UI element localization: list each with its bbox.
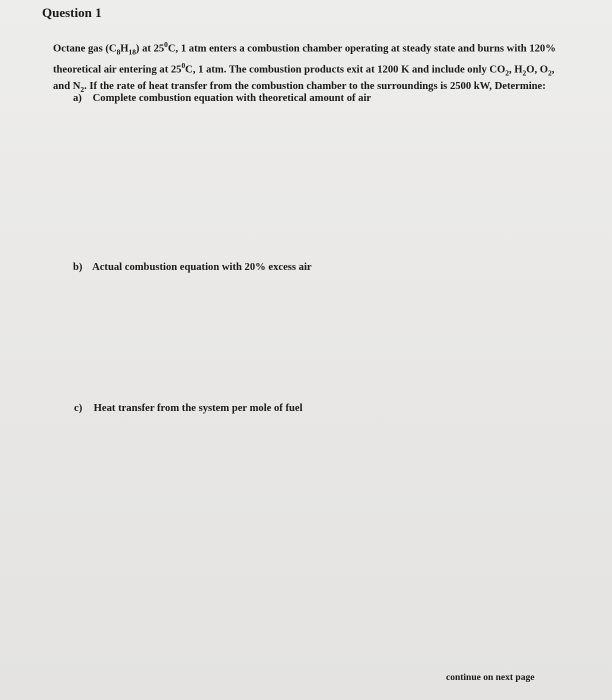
statement-line-2: theoretical air entering at $25^0C$, 1 atm. The combustion products exit at 1200 K and include only $CO_2$, $H_2O$, $O_2$, — [53, 61, 555, 78]
part-b-label: b) — [73, 262, 83, 273]
statement-line-3: and $N_2$. If the rate of heat transfer from the combustion chamber to the surroundings is 2500 kW, Determine: — [53, 81, 546, 95]
part-c-label: c) — [74, 403, 83, 414]
continue-note: continue on next page — [446, 673, 535, 683]
part-a-label: a) — [73, 93, 82, 104]
part-b-text: Actual combustion equation with 20% excess air — [92, 262, 312, 273]
part-b — [73, 262, 312, 273]
part-a — [73, 93, 371, 104]
part-c-text: Heat transfer from the system per mole of fuel — [93, 403, 303, 414]
part-a-text: Complete combustion equation with theoretical amount of air — [92, 93, 372, 104]
statement-line-1: Octane gas $(C_8H_{18})$ at $25^0C$, 1 atm enters a combustion chamber operating at steady state and burns with 120% — [53, 40, 556, 57]
part-c — [74, 403, 303, 414]
question-title: Question 1 — [42, 5, 102, 20]
question-statement — [53, 38, 593, 97]
